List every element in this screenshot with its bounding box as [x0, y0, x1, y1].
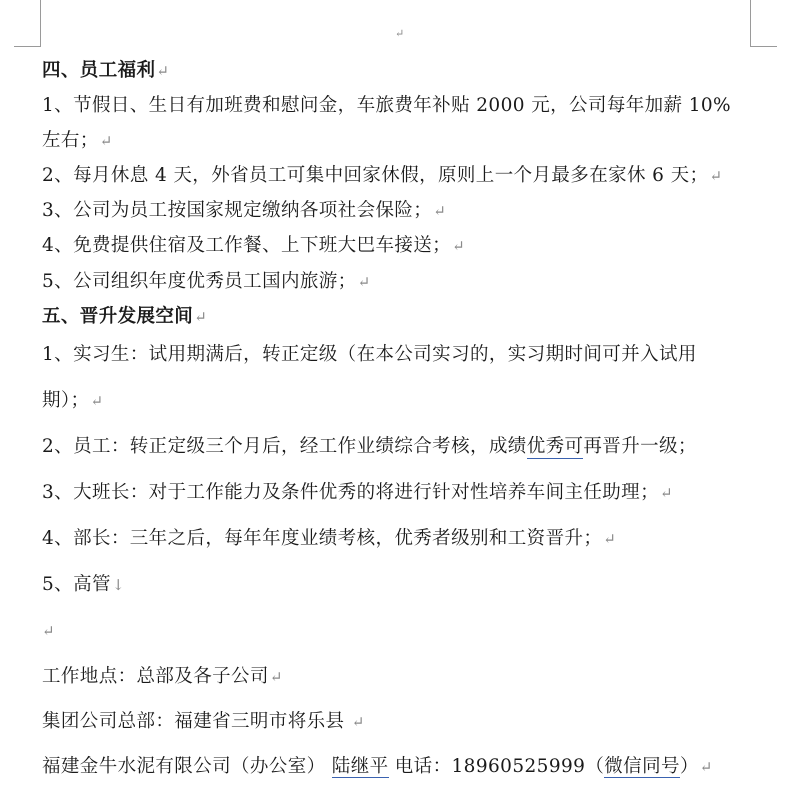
- paragraph-mark-icon: ↵: [433, 202, 447, 220]
- paragraph-mark-icon: ↵: [351, 713, 365, 731]
- paragraph-mark-icon: ↵: [156, 62, 170, 80]
- paragraph-mark-icon: ↵: [659, 484, 673, 502]
- benefit-item-2[interactable]: 2、每月休息 4 天，外省员工可集中回家休假，原则上一个月最多在家休 6 天；↵: [42, 165, 723, 186]
- wechat-note[interactable]: 微信同号: [604, 756, 680, 777]
- promotion-item-2[interactable]: 2、员工：转正定级三个月后，经工作业绩综合考核，成绩优秀可再晋升一级；: [42, 436, 697, 457]
- promotion-item-3[interactable]: 3、大班长：对于工作能力及条件优秀的将进行针对性培养车间主任助理；↵: [42, 482, 673, 503]
- paragraph-mark-icon: ↵: [603, 530, 617, 548]
- paragraph-mark-icon: ↵: [90, 392, 104, 410]
- paragraph-mark-icon: ↵: [357, 273, 371, 291]
- workplace-line[interactable]: 工作地点：总部及各子公司↵: [42, 666, 283, 687]
- promotion-item-1-line-2[interactable]: 期）；↵: [42, 390, 104, 411]
- promotion-item-4[interactable]: 4、部长：三年之后，每年年度业绩考核，优秀者级别和工资晋升；↵: [42, 528, 617, 549]
- paragraph-mark-icon: ↵: [699, 758, 713, 776]
- empty-paragraph[interactable]: [42, 619, 55, 643]
- section-5-heading[interactable]: 五、晋升发展空间↵: [42, 306, 208, 327]
- section-4-heading[interactable]: 四、员工福利↵: [42, 60, 170, 81]
- paragraph-mark-icon: ↵: [452, 237, 466, 255]
- promotion-item-5[interactable]: 5、高管↓: [42, 574, 125, 595]
- headquarters-line[interactable]: 集团公司总部：福建省三明市将乐县 ↵: [42, 711, 365, 732]
- line-break-icon: ↓: [111, 576, 125, 594]
- contact-name[interactable]: 陆继平: [331, 756, 389, 777]
- benefit-item-3[interactable]: 3、公司为员工按国家规定缴纳各项社会保险；↵: [42, 200, 447, 221]
- top-left-crop-mark: [14, 0, 41, 47]
- benefit-item-4[interactable]: 4、免费提供住宿及工作餐、上下班大巴车接送；↵: [42, 235, 466, 256]
- benefit-item-1-line-1[interactable]: 1、节假日、生日有加班费和慰问金，车旅费年补贴 2000 元，公司每年加薪 10%: [42, 95, 732, 116]
- paragraph-mark-icon: ↵: [269, 668, 283, 686]
- top-right-crop-mark: [750, 0, 777, 47]
- paragraph-mark-icon: ↵: [395, 27, 405, 40]
- benefit-item-1-line-2[interactable]: 左右；↵: [42, 130, 113, 151]
- paragraph-mark-icon: ↵: [42, 622, 55, 640]
- underlined-text[interactable]: 优秀可: [526, 436, 584, 457]
- paragraph-mark-icon: ↵: [194, 308, 208, 326]
- promotion-item-1-line-1[interactable]: 1、实习生：试用期满后，转正定级（在本公司实习的，实习期时间可并入试用: [42, 344, 697, 365]
- benefit-item-5[interactable]: 5、公司组织年度优秀员工国内旅游；↵: [42, 271, 371, 292]
- paragraph-mark-icon: ↵: [99, 132, 113, 150]
- paragraph-mark-icon: ↵: [709, 167, 723, 185]
- contact-line[interactable]: 福建金牛水泥有限公司（办公室） 陆继平 电话：18960525999（微信同号）↵: [42, 756, 713, 777]
